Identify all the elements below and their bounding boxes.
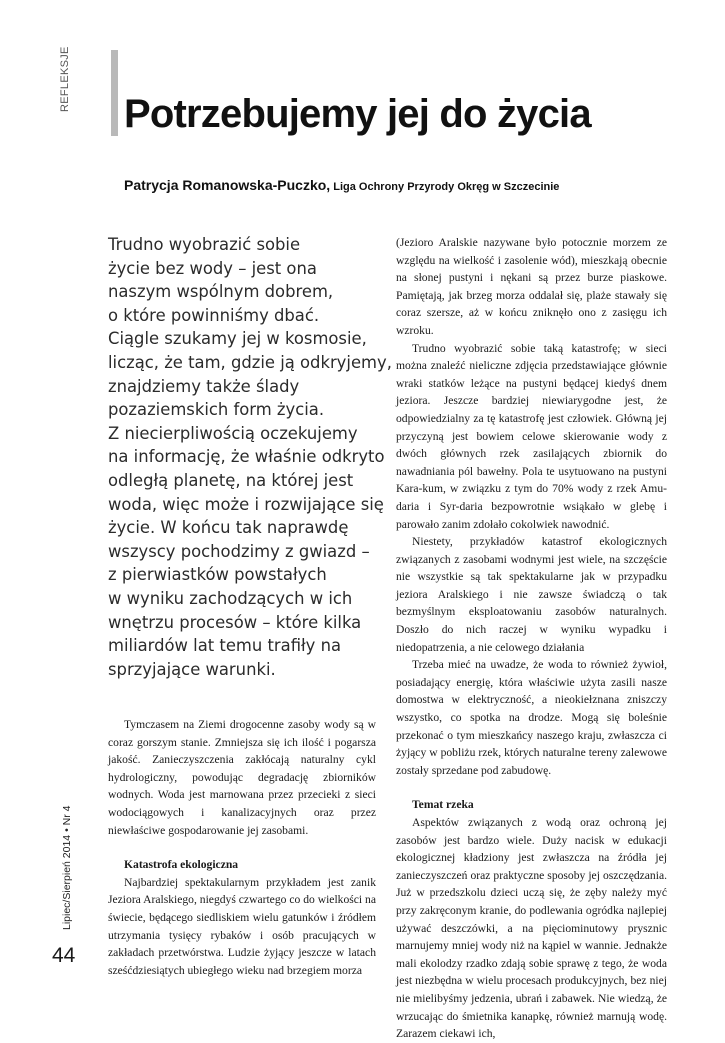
lead-line: wszyscy pochodzimy z gwiazd –: [108, 541, 370, 561]
body-paragraph: Aspektów związanych z wodą oraz ochroną jej zasobów jest bardzo wiele. Duży nacisk w edukacji ekologicznej kładziony jest zwłaszcza na źródła jej zanieczyszczeń oraz praktyczne sposoby jej oszczędzania. Już w przedszkolu dzieci uczą się, że zęby należy myć przy zakręconym kranie, do podlewania ogródka najlepiej używać deszczówki, a na pięciominutowy prysznic marnujemy mniej wody niż na kąpiel w wannie. Jednakże mali ekolodzy rzadko zdają sobie sprawę z tego, że woda jest niezbędna w wielu procesach produkcyjnych, bez niej nie mielibyśmy jedzenia, ubrań i zabawek. Nie wiedzą, że wrzucając do śmietnika kanapkę, również marnują wodę. Zarazem ciekawi ich,: [396, 816, 667, 1041]
lead-line: na informację, że właśnie odkryto: [108, 447, 385, 467]
left-column: [108, 716, 376, 979]
article-title: Potrzebujemy jej do życia: [124, 92, 591, 136]
lead-line: woda, więc może i rozwijające się: [108, 494, 384, 514]
lead-line: licząc, że tam, gdzie ją odkryjemy,: [108, 352, 392, 372]
lead-paragraph: [108, 233, 392, 681]
lead-line: sprzyjające warunki.: [108, 659, 276, 679]
lead-line: życie. W końcu tak naprawdę: [108, 518, 349, 538]
lead-line: Ciągle szukamy jej w kosmosie,: [108, 329, 367, 349]
lead-line: naszym wspólnym dobrem,: [108, 282, 334, 302]
lead-line: w wyniku zachodzących w ich: [108, 588, 353, 608]
lead-line: odległą planetę, na której jest: [108, 470, 354, 490]
author-affiliation: Liga Ochrony Przyrody Okręg w Szczecinie: [330, 181, 560, 193]
page-number: 44: [52, 944, 76, 967]
right-column: [396, 234, 667, 1043]
lead-line: wnętrzu procesów – które kilka: [108, 612, 362, 632]
lead-line: życie bez wody – jest ona: [108, 258, 317, 278]
lead-line: znajdziemy także ślady: [108, 376, 300, 396]
lead-line: pozaziemskich form życia.: [108, 400, 325, 420]
body-paragraph: Najbardziej spektakularnym przykładem jest zanik Jeziora Aralskiego, niegdyś czwartego co do wielkości na świecie, będącego siedliskiem wielu gatunków i źródłem utrzymania tysięcy rybaków i osób pracujących w zakładach przetwórstwa. Ludzie żyjący jeszcze w latach sześćdziesiątych ubiegłego wieku nad brzegiem morza: [108, 875, 376, 977]
lead-line: miliardów lat temu trafiły na: [108, 636, 342, 656]
body-paragraph: Niestety, przykładów katastrof ekologicznych związanych z zasobami wodnymi jest wiele, na szczęście nie wszystkie są tak spektakularne jak w przypadku jeziora Aralskiego i nie zawsze świadczą o tak bezmyślnym eksploatowaniu zasobów naturalnych. Doszło do nich raczej w wyniku wypadku i niedopatrzenia, a nie celowego działania: [396, 535, 667, 654]
body-paragraph: Tymczasem na Ziemi drogocenne zasoby wody są w coraz gorszym stanie. Zmniejsza się ich ilość i pogarsza jakość. Zanieczyszczenia zakłócają naturalny cykl hydrologiczny, powodując degradację zbiorników wodnych. Woda jest marnowana przez przecieki z sieci wodociągowych i kanalizacyjnych oraz przez niewłaściwe gospodarowanie jej zasobami.: [108, 718, 376, 837]
author-name: Patrycja Romanowska-Puczko,: [124, 177, 331, 193]
lead-line: o które powinniśmy dbać.: [108, 305, 320, 325]
section-heading: Temat rzeka: [412, 798, 474, 812]
body-paragraph: (Jezioro Aralskie nazywane było potocznie morzem ze względu na wielkość i zasolenie wód), mieszkają obecnie na słonej pustyni i nękani są przez burze piaskowe. Pamiętają, jak brzeg morza oddalał się, plaże stawały się coraz szersze, aż w końcu zniknęło ono z zasięgu ich wzroku.: [396, 236, 667, 337]
body-paragraph: Trudno wyobrazić sobie taką katastrofę; w sieci można znaleźć nieliczne zdjęcia przedstawiające głównie wraki statków leżące na pustyni będącej kiedyś dnem jeziora. Jeszcze bardziej niewiarygodne jest, że odpowiedzialny za tę katastrofę jest człowiek. Główną jej przyczyną jest bowiem celowe skierowanie wody z dwóch głównych rzek zasilających zbiornik do nawadniania pól bawełny. Pola te usytuowano na pustyni Kara-kum, w związku z tym do 70% wody z rzek Amu-daria i Syr-daria bezpowrotnie wsiąkało w glebę i parowało zanim zdołało cokolwiek nawodnić.: [396, 341, 667, 531]
lead-line: Z niecierpliwością oczekujemy: [108, 423, 358, 443]
issue-label: Lipiec/Sierpień 2014 • Nr 4: [61, 805, 73, 930]
lead-line: Trudno wyobrazić sobie: [108, 235, 301, 254]
title-accent-bar: [111, 50, 118, 136]
section-label: REFLEKSJE: [59, 46, 71, 112]
lead-line: z pierwiastków powstałych: [108, 565, 327, 585]
section-heading: Katastrofa ekologiczna: [124, 858, 239, 872]
body-paragraph: Trzeba mieć na uwadze, że woda to również żywioł, posiadający energię, która właściwie użyta zasili nasze domostwa w elektryczność, a nieokiełznana zniszczy wszystko, co spotka na drodze. Mogą się boleśnie przekonać o tym mieszkańcy naszego kraju, zwłaszcza ci żyjący w pobliżu rzek, których naturalne tereny zalewowe zostały sprzedane pod zabudowę.: [396, 658, 667, 777]
byline: [124, 177, 559, 195]
